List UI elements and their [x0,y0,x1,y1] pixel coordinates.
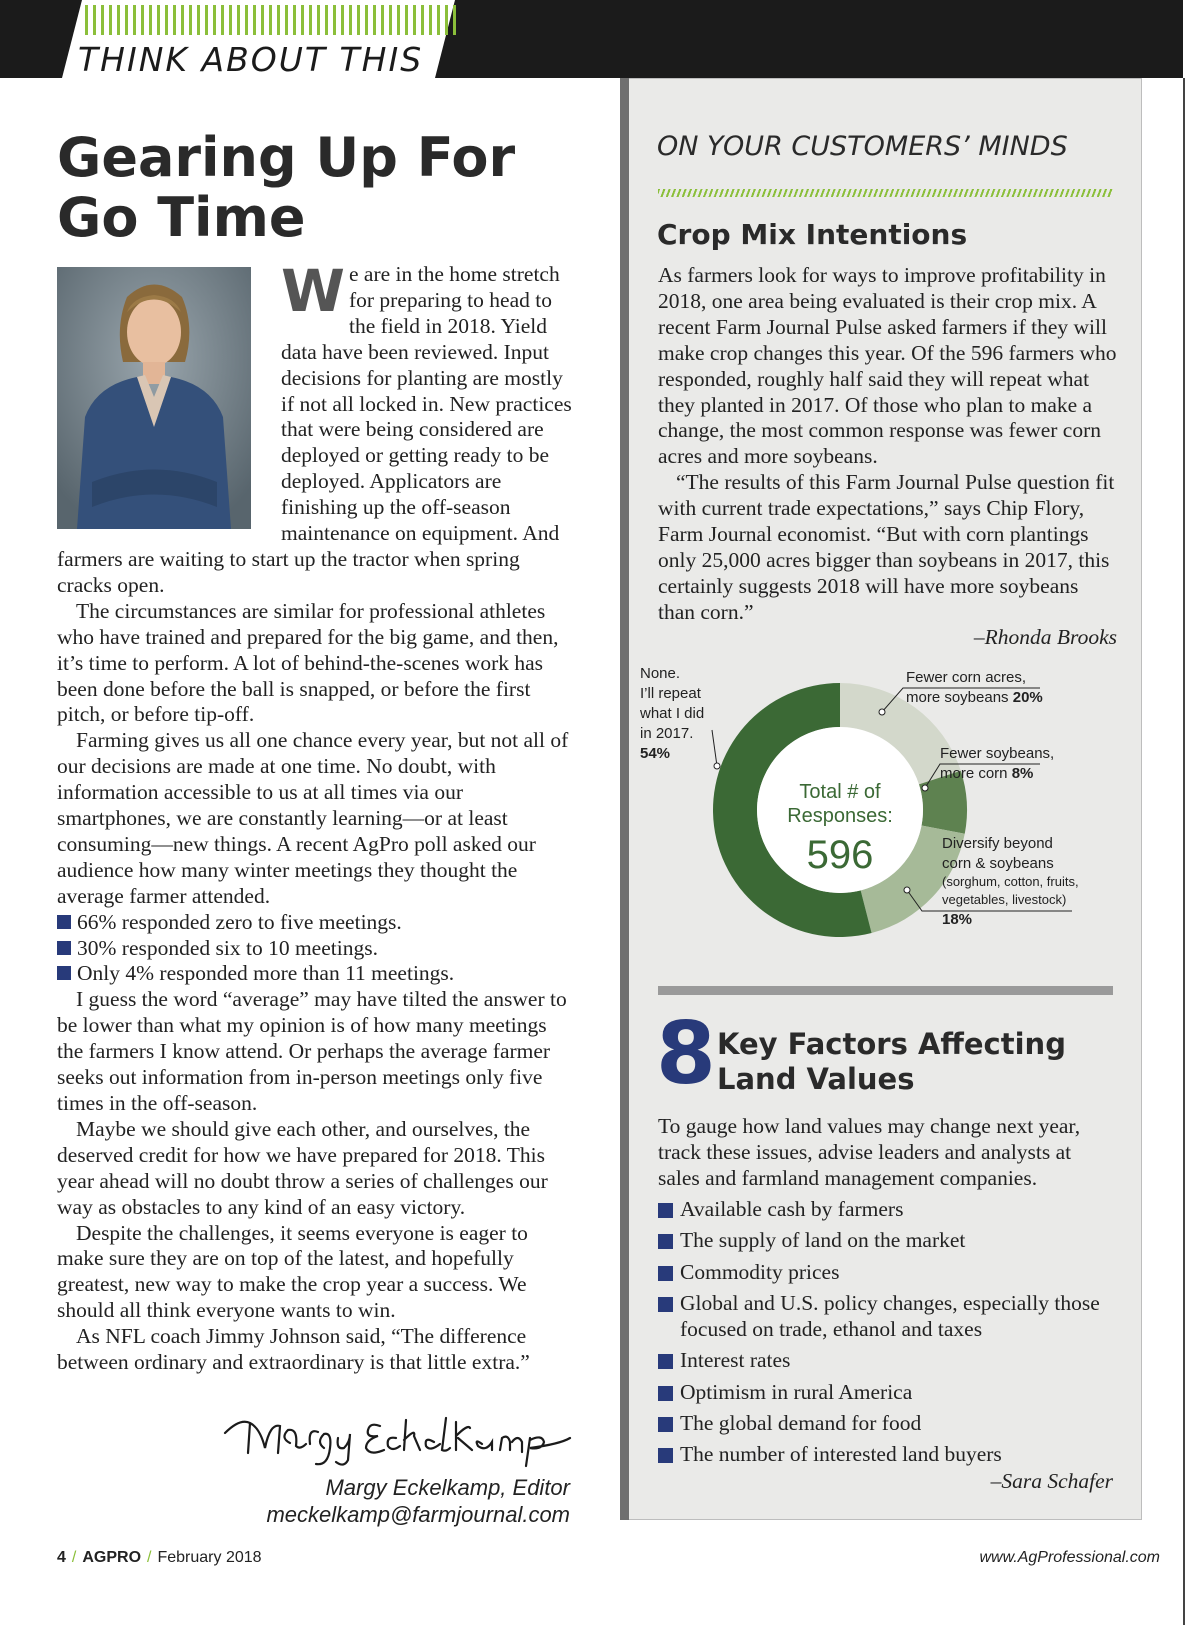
editor-credit [230,1474,570,1528]
slice-value-label: 54% [640,745,671,762]
green-stripes-decoration [658,189,1113,197]
article-body [57,257,577,1376]
slice-label-text: Diversify beyond [942,835,1053,852]
issue-date: February 2018 [157,1549,262,1566]
leader-dot [904,887,910,893]
crop-paragraph-2: “The results of this Farm Journal Pulse question fit with current trade expectations,” says Chip Flory, Farm Journal economist. “But with corn plantings only 25,000 acres bigger than soybeans in 2017, this certainly suggests 2018 will have more soybeans than corn.” [658,470,1115,624]
key-intro: To gauge how land values may change next year, track these issues, advise leaders and analysts at sales and farmland management companies. [658,1114,1081,1190]
article-headline [57,128,537,248]
page-number: 4 [57,1549,66,1566]
editor-signature [220,1398,580,1468]
key-factors-byline: –Sara Schafer [990,1469,1113,1493]
footer-website: www.AgProfessional.com [979,1549,1160,1566]
square-bullet-icon [57,941,71,955]
slice-label-text: more soybeans 20% [906,689,1043,706]
square-bullet-icon [658,1354,673,1369]
paragraph-2: The circumstances are similar for professional athletes who have trained and prepared for the big game, and then, it’s time to perform. A lot of behind-the-scenes work has been done before the ball is snapped, or before the first pitch, or before tip-off. [57,598,559,727]
list-item: Global and U.S. policy changes, especially those focused on trade, ethanol and taxes [658,1291,1118,1343]
slice-label-text: more corn 8% [940,765,1034,782]
square-bullet-icon [57,915,71,929]
photo-wrap-spacer [57,262,281,544]
footer-separator: / [147,1549,152,1566]
slice-label-text: what I did [640,705,705,722]
key-title-line-2: Land Values [717,1062,915,1096]
footer-folio [57,1549,262,1567]
slice-label-text: (sorghum, cotton, fruits, [942,874,1079,889]
slice-value-label: 18% [942,911,973,928]
slice-label-text: I’ll repeat [640,685,701,702]
list-item: The supply of land on the market [658,1228,1118,1254]
slice-label-text: Fewer soybeans, [940,745,1055,762]
slice-label-text: Fewer corn acres, [906,669,1027,686]
list-item: Available cash by farmers [658,1197,1118,1223]
list-item: The global demand for food [658,1411,1118,1437]
slice-label-text: vegetables, livestock) [942,892,1067,907]
key-factors-body [658,1114,1118,1474]
crop-mix-body [658,263,1118,626]
slice-value-label: 8% [1007,765,1034,782]
slice-label-text: None. [640,665,681,682]
crop-mix-donut-chart [620,658,1140,958]
key-factors-list [658,1197,1118,1469]
page-edge-rule [1183,78,1185,1625]
headline-line-1: Gearing Up For [57,126,516,189]
poll-bullet: 30% responded six to 10 meetings. [57,936,577,962]
leader-dot [879,709,885,715]
square-bullet-icon [57,966,71,980]
paragraph-3: Farming gives us all one chance every year, but not all of our decisions are made at one time. No doubt, with information accessible to us at all times via our smartphones, we are constantly learning—or at least consuming—new things. A recent AgPro poll asked our audience how many winter meetings they thought the average farmer attended. [57,728,569,908]
slice-value-label: 20% [1008,689,1043,706]
paragraph-7: As NFL coach Jimmy Johnson said, “The difference between ordinary and extraordinary is that little extra.” [57,1324,530,1375]
square-bullet-icon [658,1266,673,1281]
square-bullet-icon [658,1448,673,1463]
list-item: Interest rates [658,1348,1118,1374]
label-none-repeat [639,665,720,769]
leader-line [712,730,717,766]
footer-separator: / [71,1549,77,1566]
crop-mix-heading: Crop Mix Intentions [657,218,968,251]
editor-email: meckelkamp@farmjournal.com [266,1502,570,1527]
crop-byline: –Rhonda Brooks [973,625,1117,649]
green-stripes-decoration [85,5,457,35]
key-title-line-1: Key Factors Affecting [717,1027,1066,1061]
leader-dot [714,763,720,769]
key-factors-heading [717,1027,1066,1097]
list-item: Optimism in rural America [658,1380,1118,1406]
list-item: The number of interested land buyers [658,1442,1118,1468]
editor-name: Margy Eckelkamp, Editor [325,1475,570,1500]
square-bullet-icon [658,1386,673,1401]
magazine-name: AGPRO [82,1549,142,1566]
drop-cap: W [281,257,345,325]
paragraph-4: I guess the word “average” may have tilted the answer to be lower than what my opinion is of how many meetings the farmers I know attend. Or perhaps the average farmer seeks out information from in-person meetings only five times in the off-season. [57,987,567,1115]
square-bullet-icon [658,1297,673,1312]
section-divider [658,986,1113,995]
paragraph-5: Maybe we should give each other, and ourselves, the deserved credit for how we have prepared for 2018. This year ahead will no doubt throw a series of challenges our way as obstacles to any kind of an easy victory. [57,1116,548,1219]
slice-label-text: in 2017. [640,725,694,742]
slice-label-text: corn & soybeans [942,855,1054,872]
chart-center-label-2: Responses: [787,805,893,827]
list-item: Commodity prices [658,1260,1118,1286]
poll-bullet: 66% responded zero to five meetings. [57,910,577,936]
sidebar-title: ON YOUR CUSTOMERS’ MINDS [657,131,1068,162]
headline-line-2: Go Time [57,186,306,249]
square-bullet-icon [658,1417,673,1432]
crop-paragraph-1: As farmers look for ways to improve profitability in 2018, one area being evaluated is their crop mix. A recent Farm Journal Pulse asked farmers if they will make crop changes this year. Of the 596 farmers who responded, roughly half said they will repeat what they planted in 2017. Of those who plan to make a change, the most common response was fewer corn acres and more soybeans. [658,263,1117,469]
paragraph-6: Despite the challenges, it seems everyone is eager to make sure they are on top of the latest, and hopefully greatest, new way to make the crop year a success. We should all think everyone wants to win. [57,1220,528,1323]
chart-center-label-1: Total # of [799,781,881,803]
square-bullet-icon [658,1203,673,1218]
section-tag: THINK ABOUT THIS [78,40,424,79]
chart-center-total: 596 [806,833,874,877]
paragraph-1-text: e are in the home stretch for preparing to head to the field in 2018. Yield data have been reviewed. Input decisions for planting are mostly if not all locked in. New practices that were being considered are deployed or getting ready to be deployed. Applicators are finishing up the off-season maintenance on equipment. And farmers are waiting to start up the tractor when spring cracks open. [57,262,572,597]
square-bullet-icon [658,1234,673,1249]
leader-dot [922,785,928,791]
poll-bullet: Only 4% responded more than 11 meetings. [57,961,577,987]
key-factors-number: 8 [656,1004,716,1104]
